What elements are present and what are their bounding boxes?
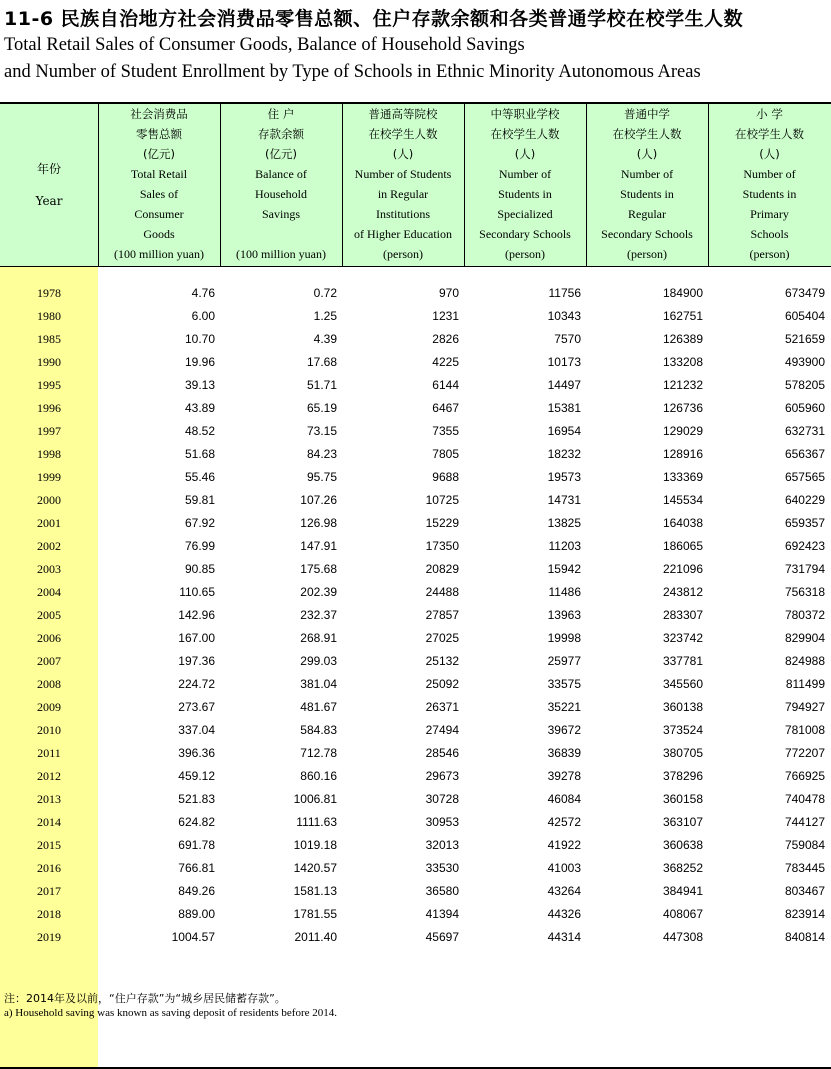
- value-cell: 447308: [662, 930, 703, 944]
- value-cell: 11486: [548, 585, 581, 599]
- value-cell: 19998: [547, 631, 581, 645]
- value-cell: 373524: [662, 723, 703, 737]
- column-header-line: Number of Students: [354, 167, 452, 181]
- value-cell: 25132: [425, 654, 459, 668]
- column-header-line: Institutions: [375, 207, 430, 221]
- value-cell: 691.78: [178, 838, 215, 852]
- column-header-line: (人): [636, 147, 658, 161]
- value-cell: 39.13: [184, 378, 215, 392]
- value-cell: 175.68: [300, 562, 337, 576]
- column-header-line: 在校学生人数: [735, 127, 804, 141]
- value-cell: 27494: [425, 723, 459, 737]
- value-cell: 202.39: [300, 585, 337, 599]
- value-cell: 823914: [784, 907, 825, 921]
- table-row: [0, 673, 831, 696]
- table-row: [0, 604, 831, 627]
- value-cell: 46084: [547, 792, 581, 806]
- value-cell: 6467: [432, 401, 459, 415]
- value-cell: 368252: [662, 861, 703, 875]
- table-row: [0, 788, 831, 811]
- value-cell: 167.00: [178, 631, 215, 645]
- value-cell: 396.36: [178, 746, 215, 760]
- table-row: [0, 719, 831, 742]
- table-title-cn: 11-6 民族自治地方社会消费品零售总额、住户存款余额和各类普通学校在校学生人数: [4, 8, 744, 30]
- value-cell: 756318: [784, 585, 825, 599]
- value-cell: 283307: [662, 608, 703, 622]
- value-cell: 2011.40: [294, 930, 337, 944]
- table-row: [0, 742, 831, 765]
- value-cell: 493900: [784, 355, 825, 369]
- year-cell: 2016: [37, 861, 61, 875]
- table-row: [0, 351, 831, 374]
- column-header-line: (person): [627, 247, 667, 261]
- table-row: [0, 328, 831, 351]
- value-cell: 849.26: [178, 884, 215, 898]
- value-cell: 10343: [547, 309, 581, 323]
- column-header: [586, 104, 708, 266]
- column-header-line: Sales of: [139, 187, 179, 201]
- column-header-line: 中等职业学校: [490, 107, 560, 121]
- table-row: [0, 535, 831, 558]
- value-cell: 30728: [425, 792, 459, 806]
- table-row: [0, 489, 831, 512]
- value-cell: 15229: [425, 516, 459, 530]
- value-cell: 605404: [784, 309, 825, 323]
- value-cell: 221096: [662, 562, 703, 576]
- column-header-line: (亿元): [265, 147, 297, 161]
- column-header-line: 普通高等院校: [368, 107, 438, 121]
- value-cell: 803467: [784, 884, 825, 898]
- value-cell: 55.46: [184, 470, 215, 484]
- table-row: [0, 397, 831, 420]
- column-header-line: 住 户: [267, 107, 295, 121]
- value-cell: 28546: [425, 746, 459, 760]
- value-cell: 10173: [547, 355, 581, 369]
- year-column-header: [0, 104, 98, 266]
- column-header-line: 在校学生人数: [490, 127, 560, 141]
- value-cell: 584.83: [300, 723, 337, 737]
- value-cell: 408067: [662, 907, 703, 921]
- year-cell: 1997: [37, 424, 61, 438]
- value-cell: 624.82: [178, 815, 215, 829]
- value-cell: 133369: [662, 470, 703, 484]
- value-cell: 14497: [547, 378, 581, 392]
- value-cell: 126.98: [300, 516, 337, 530]
- column-header-line: (person): [749, 247, 790, 261]
- column-header-line: 在校学生人数: [612, 127, 682, 141]
- value-cell: 4225: [432, 355, 459, 369]
- value-cell: 18232: [547, 447, 581, 461]
- value-cell: 360158: [662, 792, 703, 806]
- value-cell: 1111.63: [296, 815, 337, 829]
- value-cell: 24488: [425, 585, 459, 599]
- value-cell: 36580: [425, 884, 459, 898]
- header-bottom-rule: [0, 266, 831, 267]
- value-cell: 640229: [784, 493, 825, 507]
- year-cell: 2006: [37, 631, 61, 645]
- value-cell: 360138: [662, 700, 703, 714]
- column-header-line: Household: [255, 187, 307, 201]
- value-cell: 381.04: [300, 677, 337, 691]
- table-row: [0, 466, 831, 489]
- value-cell: 0.72: [313, 286, 337, 300]
- year-cell: 2017: [37, 884, 61, 898]
- year-cell: 2013: [37, 792, 61, 806]
- value-cell: 95.75: [306, 470, 337, 484]
- value-cell: 273.67: [178, 700, 215, 714]
- value-cell: 378296: [662, 769, 703, 783]
- value-cell: 780372: [784, 608, 825, 622]
- value-cell: 84.23: [306, 447, 337, 461]
- value-cell: 7570: [554, 332, 581, 346]
- column-header-line: 小 学: [756, 107, 783, 121]
- year-cell: 2008: [37, 677, 61, 691]
- value-cell: 232.37: [300, 608, 337, 622]
- value-cell: 142.96: [178, 608, 215, 622]
- value-cell: 44314: [547, 930, 581, 944]
- value-cell: 1019.18: [293, 838, 337, 852]
- column-header-line: Secondary Schools: [601, 227, 693, 241]
- value-cell: 145534: [662, 493, 703, 507]
- column-header-line: Specialized: [497, 207, 553, 221]
- column-header-line: Regular: [628, 207, 666, 221]
- column-header: [464, 104, 586, 266]
- value-cell: 30953: [425, 815, 459, 829]
- column-header-line: (人): [392, 147, 414, 161]
- value-cell: 13963: [547, 608, 581, 622]
- year-cell: 2018: [37, 907, 61, 921]
- value-cell: 11203: [548, 539, 581, 553]
- value-cell: 829904: [784, 631, 825, 645]
- table-row: [0, 558, 831, 581]
- value-cell: 521.83: [178, 792, 215, 806]
- table-row: [0, 926, 831, 949]
- column-header-line: (人): [759, 147, 780, 161]
- value-cell: 10.70: [184, 332, 215, 346]
- column-header-line: 社会消费品: [130, 107, 188, 121]
- year-cell: 1990: [37, 355, 61, 369]
- year-cell: 2003: [37, 562, 61, 576]
- value-cell: 27025: [425, 631, 459, 645]
- column-header-line: (100 million yuan): [236, 247, 326, 261]
- year-cell: 2005: [37, 608, 61, 622]
- year-cell: 2011: [37, 746, 61, 760]
- value-cell: 384941: [662, 884, 703, 898]
- value-cell: 692423: [784, 539, 825, 553]
- table-title-en-line2: and Number of Student Enrollment by Type of Schools in Ethnic Minority Autonomous Areas: [4, 62, 701, 82]
- value-cell: 73.15: [306, 424, 337, 438]
- table-row: [0, 834, 831, 857]
- value-cell: 4.76: [191, 286, 215, 300]
- value-cell: 126736: [662, 401, 703, 415]
- value-cell: 14731: [547, 493, 581, 507]
- year-cell: 2019: [37, 930, 61, 944]
- value-cell: 224.72: [178, 677, 215, 691]
- year-cell: 2001: [37, 516, 61, 530]
- column-header-line: Total Retail: [130, 167, 188, 181]
- value-cell: 26371: [425, 700, 459, 714]
- value-cell: 164038: [662, 516, 703, 530]
- table-row: [0, 581, 831, 604]
- column-header-line: Consumer: [134, 207, 184, 221]
- value-cell: 48.52: [184, 424, 215, 438]
- column-header-line: of Higher Education: [354, 227, 452, 241]
- value-cell: 39278: [547, 769, 581, 783]
- year-header-en: Year: [35, 194, 63, 208]
- table-title-en-line1: Total Retail Sales of Consumer Goods, Balance of Household Savings: [4, 35, 525, 55]
- value-cell: 337.04: [178, 723, 215, 737]
- column-header-line: 普通中学: [624, 107, 670, 121]
- value-cell: 65.19: [306, 401, 337, 415]
- value-cell: 481.67: [300, 700, 337, 714]
- value-cell: 9688: [432, 470, 459, 484]
- value-cell: 76.99: [184, 539, 215, 553]
- column-header-line: 零售总额: [136, 127, 182, 141]
- value-cell: 33575: [547, 677, 581, 691]
- table-row: [0, 650, 831, 673]
- value-cell: 323742: [662, 631, 703, 645]
- value-cell: 673479: [784, 286, 825, 300]
- value-cell: 7355: [432, 424, 459, 438]
- year-cell: 1995: [37, 378, 61, 392]
- value-cell: 51.71: [306, 378, 337, 392]
- value-cell: 42572: [547, 815, 581, 829]
- value-cell: 45697: [425, 930, 459, 944]
- column-header-line: Number of: [743, 167, 796, 181]
- table-row: [0, 305, 831, 328]
- column-header-line: Students in: [498, 187, 552, 201]
- value-cell: 19573: [547, 470, 581, 484]
- column-header: [98, 104, 220, 266]
- value-cell: 41394: [425, 907, 459, 921]
- value-cell: 128916: [662, 447, 703, 461]
- year-cell: 1996: [37, 401, 61, 415]
- year-cell: 2012: [37, 769, 61, 783]
- table-row: [0, 765, 831, 788]
- table-row: [0, 420, 831, 443]
- value-cell: 632731: [784, 424, 825, 438]
- year-cell: 1998: [37, 447, 61, 461]
- table-row: [0, 811, 831, 834]
- column-header-line: Students in: [742, 187, 797, 201]
- table-row: [0, 443, 831, 466]
- value-cell: 59.81: [184, 493, 215, 507]
- value-cell: 33530: [425, 861, 459, 875]
- column-header-line: Balance of: [255, 167, 307, 181]
- value-cell: 657565: [784, 470, 825, 484]
- value-cell: 811499: [785, 677, 825, 691]
- table-row: [0, 696, 831, 719]
- value-cell: 656367: [784, 447, 825, 461]
- table-row: [0, 512, 831, 535]
- value-cell: 740478: [784, 792, 825, 806]
- value-cell: 20829: [425, 562, 459, 576]
- value-cell: 360638: [662, 838, 703, 852]
- column-header-line: (person): [383, 247, 423, 261]
- column-header-line: (亿元): [143, 147, 175, 161]
- column-header-line: 存款余额: [258, 127, 304, 141]
- table-row: [0, 880, 831, 903]
- value-cell: 337781: [662, 654, 703, 668]
- year-cell: 2010: [37, 723, 61, 737]
- year-cell: 1980: [37, 309, 61, 323]
- value-cell: 794927: [784, 700, 825, 714]
- value-cell: 10725: [425, 493, 459, 507]
- value-cell: 766.81: [178, 861, 215, 875]
- footnote-en: a) Household saving was known as saving deposit of residents before 2014.: [4, 1007, 337, 1019]
- value-cell: 107.26: [300, 493, 337, 507]
- value-cell: 129029: [662, 424, 703, 438]
- year-cell: 2007: [37, 654, 61, 668]
- table-row: [0, 627, 831, 650]
- value-cell: 781008: [784, 723, 825, 737]
- value-cell: 840814: [784, 930, 825, 944]
- value-cell: 772207: [784, 746, 825, 760]
- column-header: [708, 104, 831, 266]
- value-cell: 6144: [432, 378, 459, 392]
- value-cell: 19.96: [184, 355, 215, 369]
- table-row: [0, 857, 831, 880]
- value-cell: 1420.57: [293, 861, 337, 875]
- year-cell: 1985: [37, 332, 61, 346]
- value-cell: 39672: [547, 723, 581, 737]
- value-cell: 197.36: [178, 654, 215, 668]
- value-cell: 380705: [662, 746, 703, 760]
- year-header-cn: 年份: [36, 162, 61, 176]
- value-cell: 110.65: [179, 585, 215, 599]
- column-header-line: Number of: [498, 167, 552, 181]
- column-header-line: (人): [514, 147, 536, 161]
- column-header: [220, 104, 342, 266]
- value-cell: 25977: [547, 654, 581, 668]
- value-cell: 162751: [662, 309, 703, 323]
- value-cell: 824988: [784, 654, 825, 668]
- value-cell: 16954: [547, 424, 581, 438]
- value-cell: 659357: [784, 516, 825, 530]
- value-cell: 43264: [547, 884, 581, 898]
- table-row: [0, 903, 831, 926]
- column-header-line: Goods: [143, 227, 175, 241]
- value-cell: 578205: [784, 378, 825, 392]
- value-cell: 1004.57: [171, 930, 215, 944]
- value-cell: 90.85: [184, 562, 215, 576]
- value-cell: 1006.81: [293, 792, 337, 806]
- column-header-line: Secondary Schools: [479, 227, 571, 241]
- value-cell: 17.68: [306, 355, 337, 369]
- value-cell: 51.68: [184, 447, 215, 461]
- value-cell: 889.00: [178, 907, 215, 921]
- value-cell: 6.00: [191, 309, 215, 323]
- year-cell: 2004: [37, 585, 61, 599]
- year-cell: 2002: [37, 539, 61, 553]
- value-cell: 44326: [547, 907, 581, 921]
- table-row: [0, 374, 831, 397]
- value-cell: 13825: [547, 516, 581, 530]
- value-cell: 67.92: [184, 516, 215, 530]
- value-cell: 243812: [662, 585, 703, 599]
- value-cell: 133208: [662, 355, 703, 369]
- value-cell: 345560: [662, 677, 703, 691]
- value-cell: 712.78: [300, 746, 337, 760]
- year-cell: 2009: [37, 700, 61, 714]
- year-cell: 1999: [37, 470, 61, 484]
- value-cell: 783445: [784, 861, 825, 875]
- year-cell: 1978: [37, 286, 61, 300]
- value-cell: 25092: [425, 677, 459, 691]
- value-cell: 186065: [662, 539, 703, 553]
- value-cell: 11756: [548, 286, 581, 300]
- value-cell: 1.25: [313, 309, 337, 323]
- table-row: [0, 282, 831, 305]
- value-cell: 766925: [784, 769, 825, 783]
- value-cell: 521659: [784, 332, 825, 346]
- column-header-line: 在校学生人数: [368, 127, 438, 141]
- value-cell: 17350: [425, 539, 459, 553]
- value-cell: 41922: [547, 838, 581, 852]
- footnote-cn: 注：2014年及以前，“住户存款”为“城乡居民储蓄存款”。: [4, 992, 286, 1005]
- value-cell: 15942: [547, 562, 581, 576]
- value-cell: 744127: [784, 815, 825, 829]
- value-cell: 32013: [425, 838, 459, 852]
- column-header: [342, 104, 464, 266]
- value-cell: 299.03: [300, 654, 337, 668]
- column-header-line: Students in: [620, 187, 674, 201]
- year-cell: 2000: [37, 493, 61, 507]
- value-cell: 29673: [425, 769, 459, 783]
- value-cell: 268.91: [300, 631, 337, 645]
- value-cell: 2826: [432, 332, 459, 346]
- value-cell: 1781.55: [293, 907, 337, 921]
- value-cell: 7805: [432, 447, 459, 461]
- column-header-line: [280, 224, 283, 244]
- value-cell: 363107: [662, 815, 703, 829]
- column-header-line: Number of: [620, 167, 674, 181]
- column-header-line: (100 million yuan): [114, 247, 204, 261]
- value-cell: 126389: [662, 332, 703, 346]
- value-cell: 4.39: [313, 332, 337, 346]
- value-cell: 759084: [784, 838, 825, 852]
- value-cell: 147.91: [300, 539, 337, 553]
- column-header-line: Primary: [750, 207, 789, 221]
- value-cell: 27857: [425, 608, 459, 622]
- value-cell: 15381: [547, 401, 581, 415]
- value-cell: 1581.13: [293, 884, 337, 898]
- value-cell: 1231: [432, 309, 459, 323]
- value-cell: 459.12: [178, 769, 215, 783]
- value-cell: 36839: [547, 746, 581, 760]
- value-cell: 184900: [662, 286, 703, 300]
- column-header-line: Schools: [750, 227, 789, 241]
- column-header-line: Savings: [261, 207, 300, 221]
- column-header-line: (person): [505, 247, 545, 261]
- table-body: [0, 282, 831, 949]
- value-cell: 43.89: [184, 401, 215, 415]
- value-cell: 41003: [547, 861, 581, 875]
- year-cell: 2014: [37, 815, 61, 829]
- value-cell: 605960: [784, 401, 825, 415]
- column-header-line: in Regular: [377, 187, 429, 201]
- value-cell: 731794: [784, 562, 825, 576]
- value-cell: 860.16: [300, 769, 337, 783]
- value-cell: 121232: [662, 378, 703, 392]
- value-cell: 970: [438, 286, 459, 300]
- year-cell: 2015: [37, 838, 61, 852]
- value-cell: 35221: [547, 700, 581, 714]
